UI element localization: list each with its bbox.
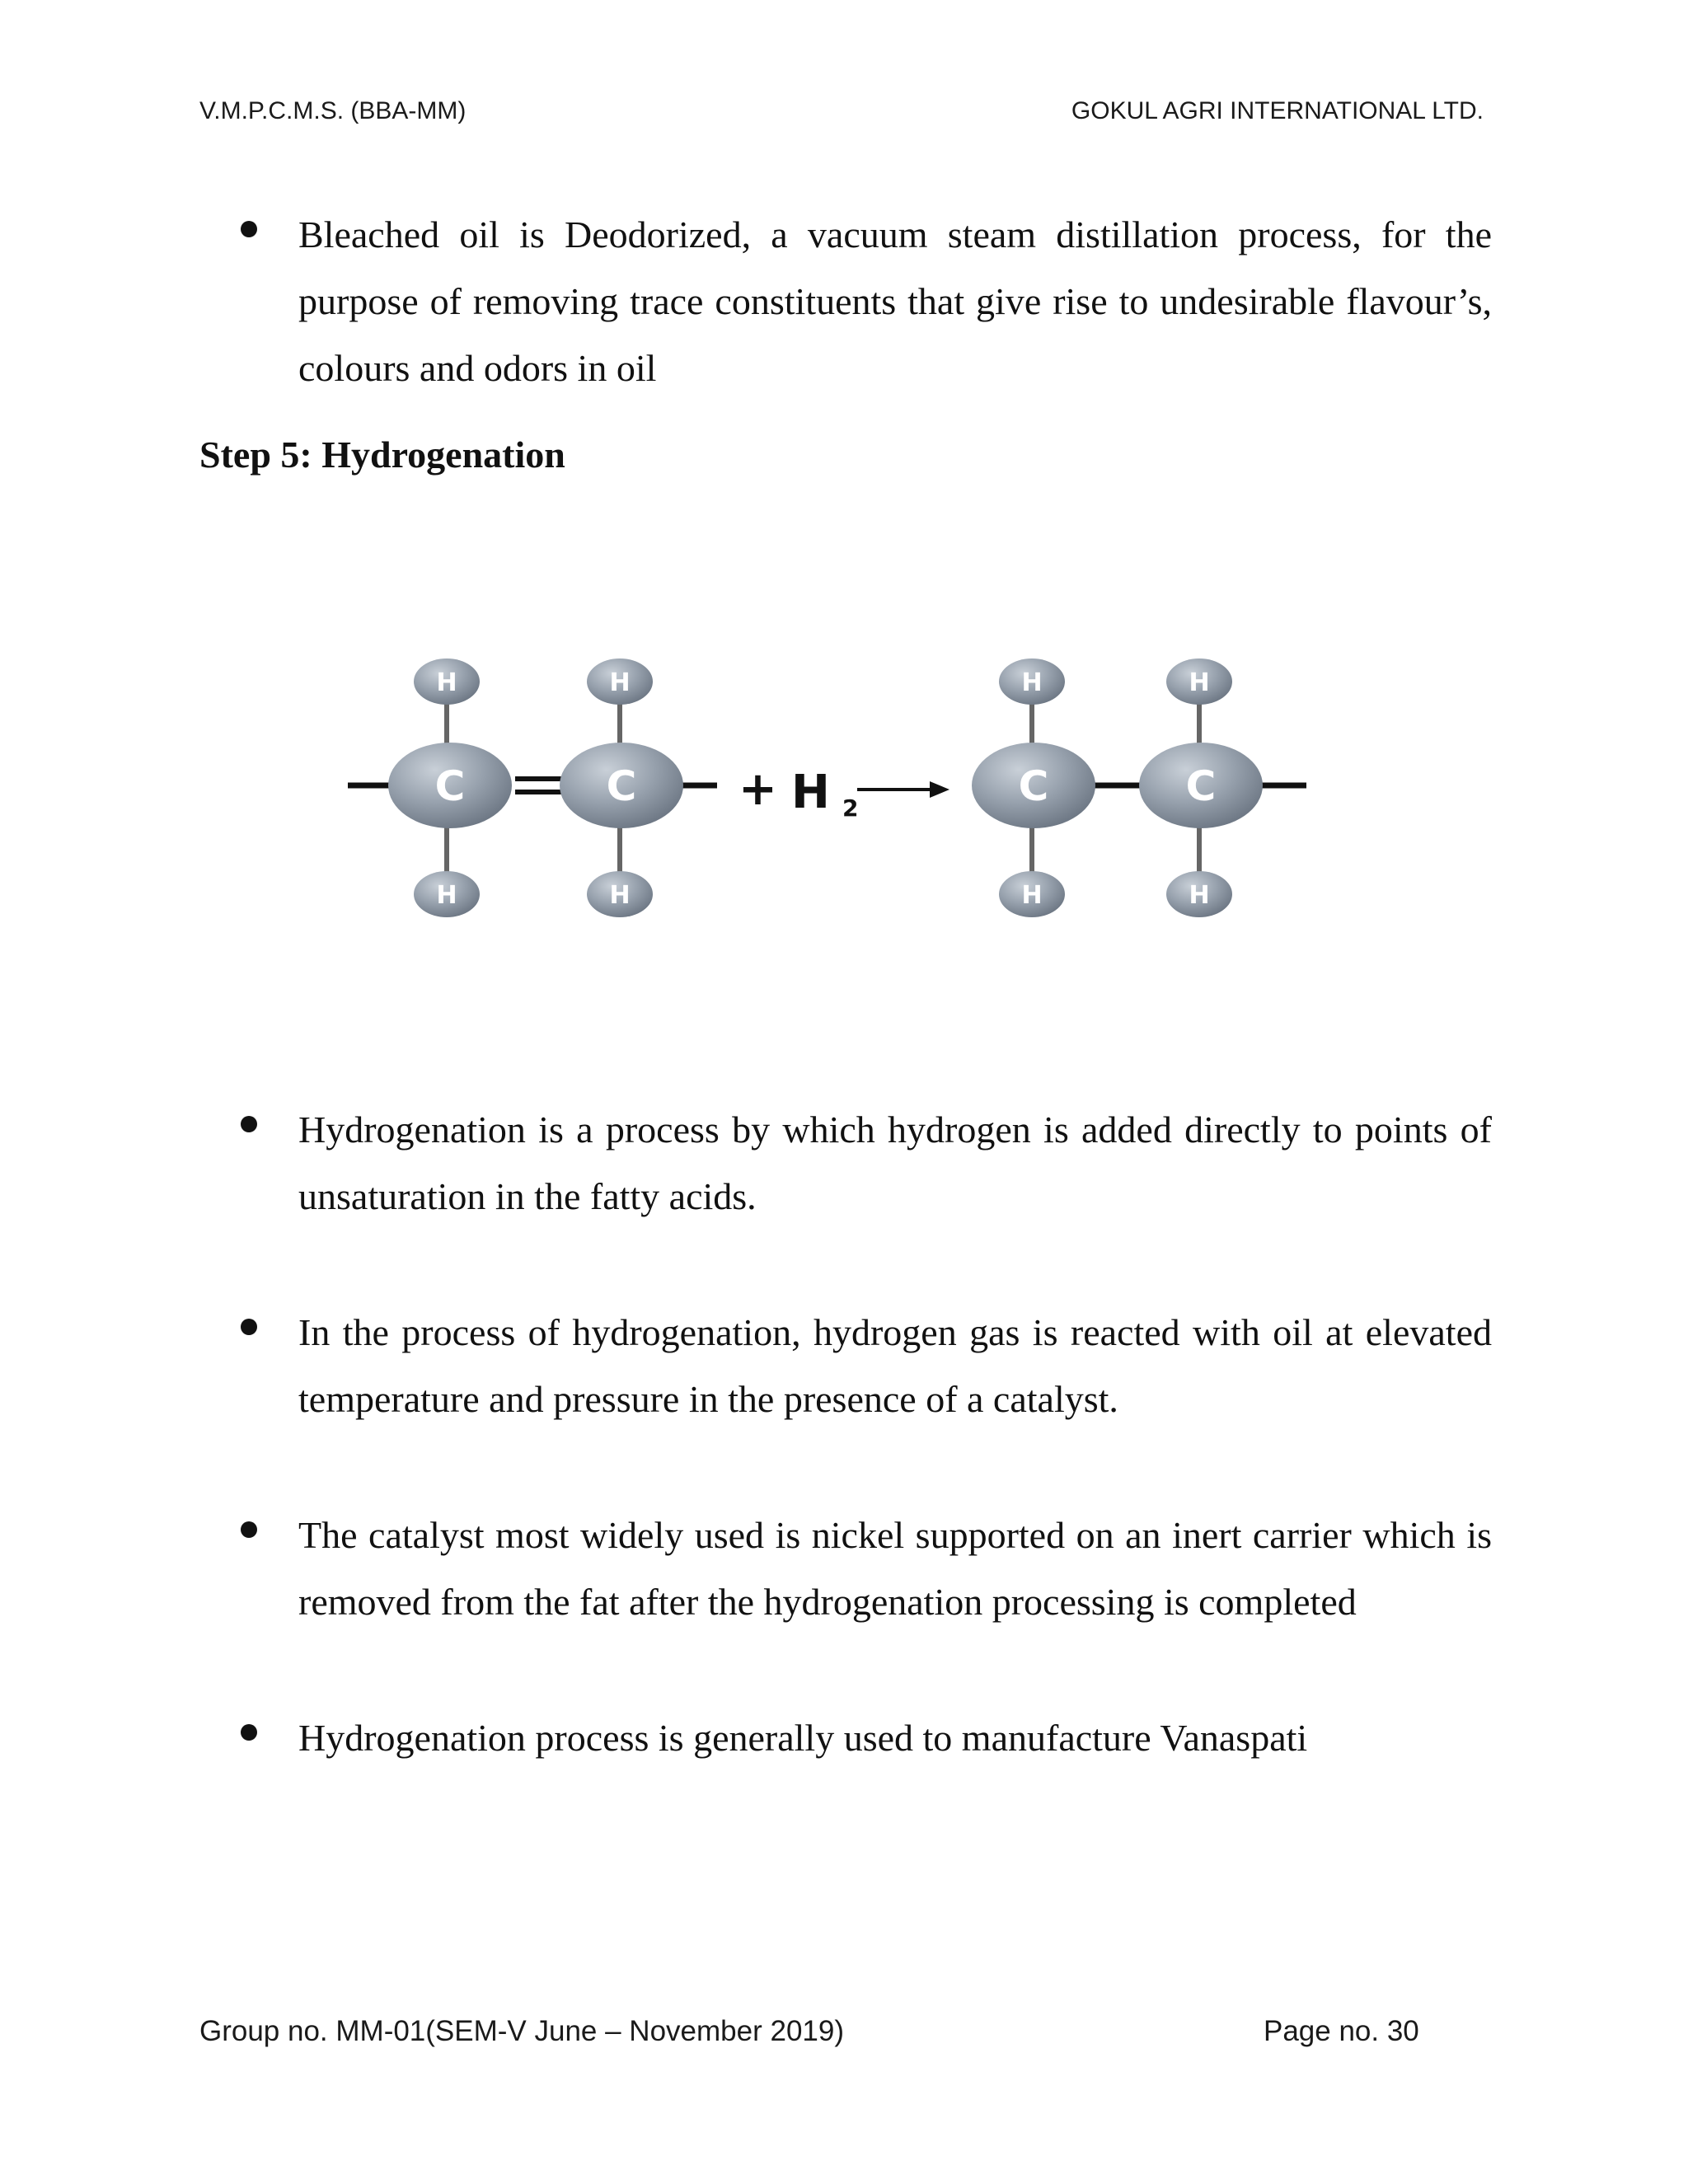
bullet-marker: [241, 1116, 257, 1132]
svg-text:C: C: [1185, 762, 1217, 810]
svg-text:H: H: [609, 881, 631, 910]
bullet-text: In the process of hydrogenation, hydrogen gas is reacted with oil at elevated temperature and pressure in the presence of a catalyst.: [298, 1311, 1492, 1420]
bullet-marker: [241, 221, 257, 237]
hydrogen-atom: [414, 871, 480, 917]
hydrogen-atom: [1166, 658, 1232, 705]
carbon-atom: [1139, 743, 1263, 828]
header-right: GOKUL AGRI INTERNATIONAL LTD.: [1071, 97, 1484, 124]
footer-left: Group no. MM-01(SEM-V June – November 2019): [199, 2015, 844, 2047]
svg-text:H: H: [1189, 881, 1210, 910]
bullet-marker: [241, 1319, 257, 1335]
plus-sign: +: [738, 762, 777, 816]
svg-text:H: H: [609, 668, 631, 697]
bullet-text: Hydrogenation process is generally used to manufacture Vanaspati: [298, 1717, 1308, 1759]
bullet-marker: [241, 1724, 257, 1741]
hydrogen-atom: [414, 658, 480, 705]
svg-text:H: H: [436, 881, 457, 910]
bullet-text: The catalyst most widely used is nickel supported on an inert carrier which is removed from the fat after the hydrogenation processing is completed: [298, 1514, 1492, 1623]
svg-text:H: H: [1021, 668, 1043, 697]
hydrogen-atom: [587, 658, 653, 705]
intro-bullet-text: Bleached oil is Deodorized, a vacuum steam distillation process, for the purpose of removing trace constituents that give rise to undesirable flavour’s, colours and odors in oil: [298, 213, 1492, 389]
left-molecule: [348, 658, 717, 917]
hydrogen-atom: [1166, 871, 1232, 917]
svg-text:C: C: [606, 762, 637, 810]
header-left: V.M.P.C.M.S. (BBA-MM): [199, 97, 467, 124]
bullet-text: Hydrogenation is a process by which hydrogen is added directly to points of unsaturation in the fatty acids.: [298, 1108, 1492, 1217]
hydrogen-subscript: 2: [842, 794, 859, 822]
hydrogen-atom: [999, 871, 1065, 917]
hydrogen-atom: [999, 658, 1065, 705]
svg-text:H: H: [1189, 668, 1210, 697]
svg-text:C: C: [434, 762, 466, 810]
page-number: Page no. 30: [1264, 2015, 1419, 2047]
carbon-atom: [972, 743, 1095, 828]
step-heading: Step 5: Hydrogenation: [199, 434, 565, 476]
svg-text:C: C: [1018, 762, 1049, 810]
carbon-atom: [388, 743, 512, 828]
carbon-atom: [560, 743, 683, 828]
svg-text:H: H: [1021, 881, 1043, 910]
right-molecule: [972, 658, 1306, 917]
hydrogen-molecule-label: H: [791, 766, 830, 819]
reaction-arrow-icon: [857, 781, 950, 798]
hydrogenation-reaction-diagram: [330, 643, 1352, 940]
bullet-marker: [241, 1521, 257, 1538]
hydrogen-atom: [587, 871, 653, 917]
svg-text:H: H: [436, 668, 457, 697]
